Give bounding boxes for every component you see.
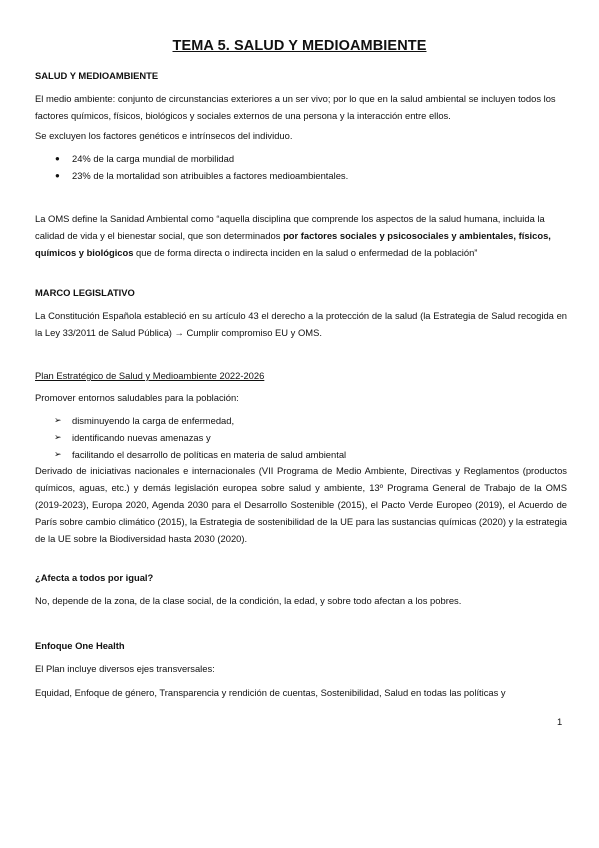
bullet-icon: ● <box>55 154 60 163</box>
paragraph-medio-ambiente: El medio ambiente: conjunto de circunstancias exteriores a un ser vivo; por lo que en la salud ambiental se incluyen todos los factores químicos, físicos, biológicos y sociales externos de una persona y la interacción entre ellos. <box>35 93 556 121</box>
list-item-text: identificando nuevas amenazas y <box>72 432 211 443</box>
list-item <box>35 412 567 429</box>
list-item <box>35 429 567 446</box>
page-title: TEMA 5. SALUD Y MEDIOAMBIENTE <box>172 38 427 54</box>
plan-objectives-list <box>35 412 567 463</box>
list-item-text: disminuyendo la carga de enfermedad, <box>72 415 235 426</box>
list-item-text: facilitando el desarrollo de políticas en materia de salud ambiental <box>72 449 347 460</box>
statistics-bullet-list <box>35 150 567 184</box>
paragraph-promover: Promover entornos saludables para la población: <box>35 392 239 403</box>
oms-definition-text-end: que de forma directa o indirecta inciden en la salud o enfermedad de la población” <box>133 247 478 258</box>
arrow-bullet-icon: ➢ <box>54 432 62 442</box>
section-heading-plan-estrategico: Plan Estratégico de Salud y Medioambiente 2022-2026 <box>35 370 265 381</box>
paragraph-iniciativas: Derivado de iniciativas nacionales e internacionales (VII Programa de Medio Ambiente, Directivas y Reglamentos (productos químicos, aguas, etc.) y demás legislación europea sobre salud y ambiente, 13º Programa General de Trabajo de la OMS (2019-2023), Europa 2020, Agenda 2030 para el Desarrollo Sostenible (2015), el Pacto Verde Europeo (2019), el Acuerdo de París sobre cambio climático (2015), la Estrategia de sostenibilidad de la UE para las sustancias químicas (2020) y la estrategia de la UE sobre la Biodiversidad hasta 2030 (2020). <box>35 465 567 544</box>
list-item <box>35 150 567 167</box>
paragraph-afecta-respuesta: No, depende de la zona, de la clase social, de la condición, la edad, y sobre todo afectan a los pobres. <box>35 595 462 606</box>
section-heading-salud-medioambiente: SALUD Y MEDIOAMBIENTE <box>35 70 159 81</box>
arrow-bullet-icon: ➢ <box>54 449 62 459</box>
list-item <box>35 446 567 463</box>
paragraph-exclusion: Se excluyen los factores genéticos e intrínsecos del individuo. <box>35 130 293 141</box>
paragraph-ejes-transversales: El Plan incluye diversos ejes transversales: <box>35 663 215 674</box>
section-heading-marco-legislativo: MARCO LEGISLATIVO <box>35 287 135 298</box>
paragraph-constitucion: La Constitución Española estableció en su artículo 43 el derecho a la protección de la salud (la Estrategia de Salud recogida en la Ley 33/2011 de Salud Pública) → Cumplir compromiso EU y OMS. <box>35 310 567 338</box>
section-heading-afecta-igual: ¿Afecta a todos por igual? <box>35 572 154 583</box>
list-item <box>35 167 567 184</box>
section-heading-one-health: Enfoque One Health <box>35 640 125 651</box>
list-item-text: 23% de la mortalidad son atribuibles a factores medioambientales. <box>72 170 349 181</box>
oms-definition-text: La OMS define la Sanidad Ambiental como “aquella disciplina que comprende los aspectos de la salud humana, incluida la calidad de vida y el bienestar social, que son determinados <box>35 213 545 241</box>
arrow-bullet-icon: ➢ <box>54 415 62 425</box>
oms-definition-bold-text: por factores sociales y psicosociales y ambientales, físicos, químicos y biológicos <box>35 230 551 258</box>
page-number: 1 <box>557 716 563 727</box>
paragraph-ejes-lista: Equidad, Enfoque de género, Transparencia y rendición de cuentas, Sostenibilidad, Salud en todas las políticas y <box>35 687 506 698</box>
paragraph-oms-definition <box>35 210 567 261</box>
list-item-text: 24% de la carga mundial de morbilidad <box>72 153 235 164</box>
bullet-icon: ● <box>55 171 60 180</box>
